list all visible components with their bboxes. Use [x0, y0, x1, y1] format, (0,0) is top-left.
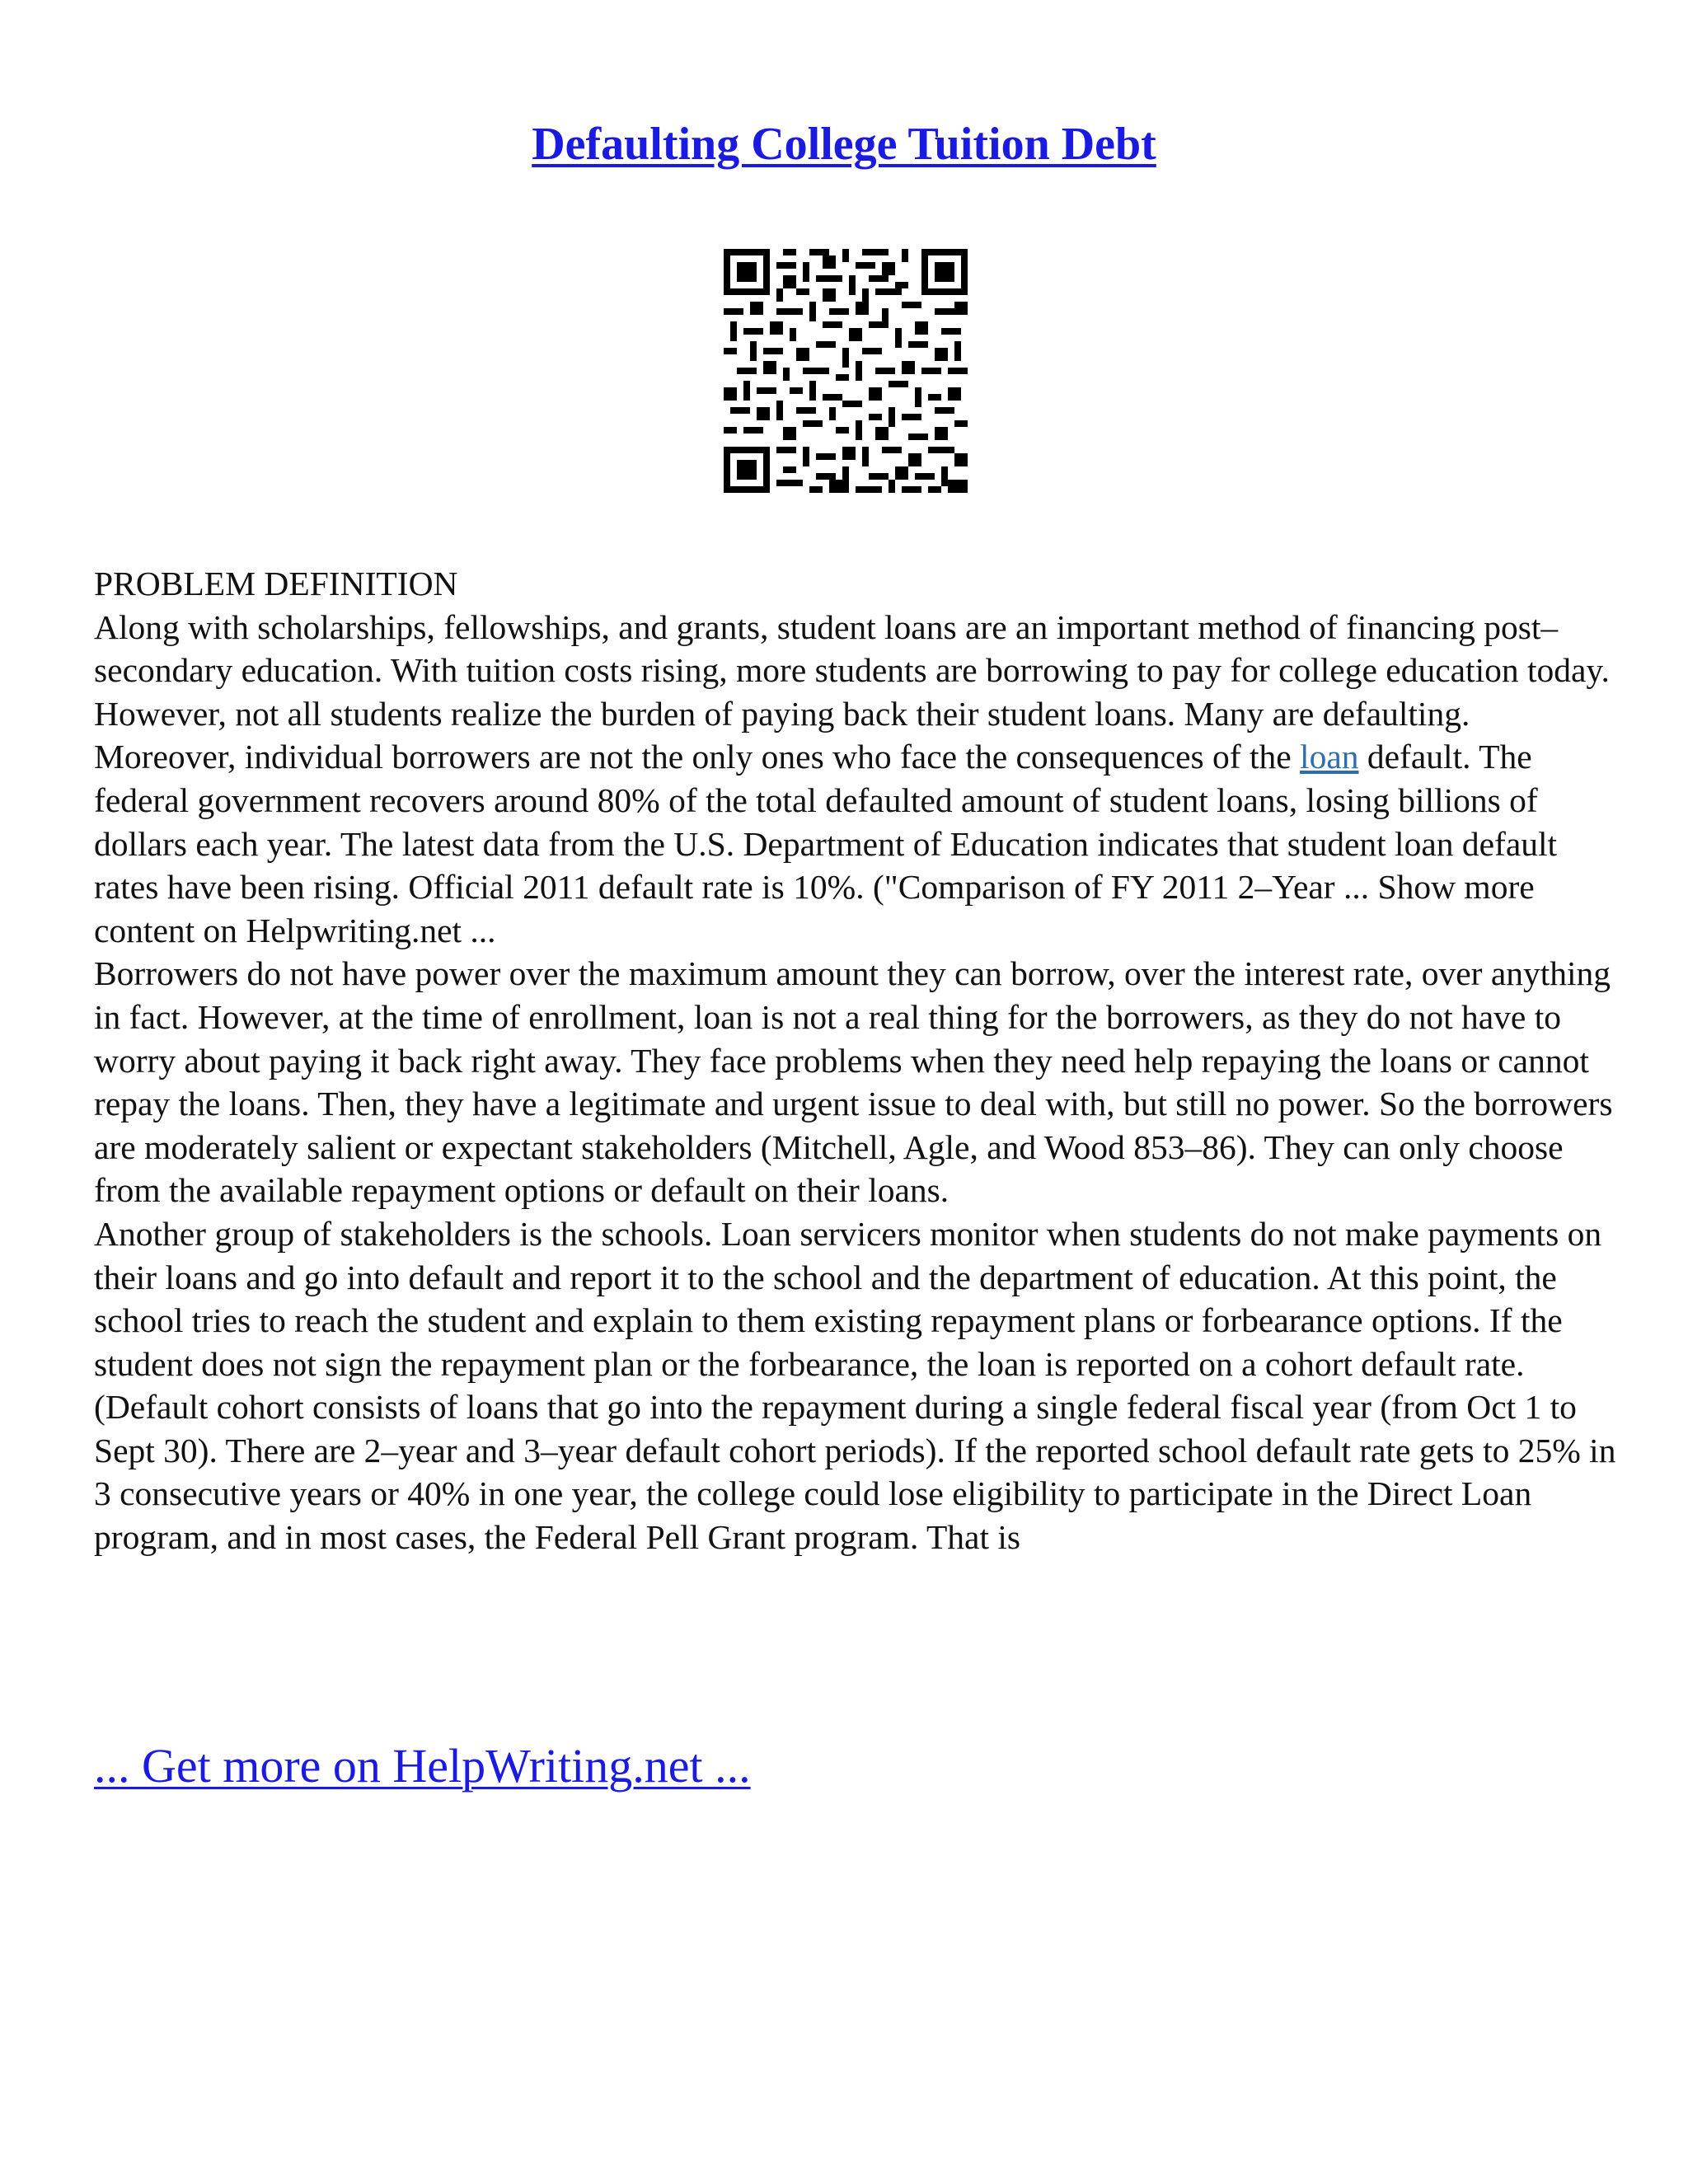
paragraph-2-text-end: default. The federal government recovers around 80% of the total defaulted amount of student loans, losing billions of dollars each year. The latest data from the U.S. Department of Education indicates that student loan default rates have been rising. Official 2011 default rate is 10%. ("Comparison of FY 2011 2–Year ... Show more content on Helpwriting.net ...	[94, 738, 1558, 949]
title-link[interactable]: Defaulting College Tuition Debt	[532, 119, 1156, 170]
qr-code-icon	[724, 249, 968, 493]
paragraph-2-text-start: Moreover, individual borrowers are not the only ones who face the consequences of the	[94, 738, 1301, 776]
page-title	[0, 115, 1688, 173]
get-more-container	[94, 1737, 751, 1795]
get-more-link[interactable]: ... Get more on HelpWriting.net ...	[94, 1739, 751, 1793]
paragraph-1: Along with scholarships, fellowships, and grants, student loans are an important method of financing post–secondary education. With tuition costs rising, more students are borrowing to pay for college education today. However, not all students realize the burden of paying back their student loans. Many are defaulting.	[94, 607, 1610, 733]
paragraph-3: Borrowers do not have power over the maximum amount they can borrow, over the interest rate, over anything in fact. However, at the time of enrollment, loan is not a real thing for the borrowers, as they do not have to worry about paying it back right away. They face problems when they need help repaying the loans or cannot repay the loans. Then, they have a legitimate and urgent issue to deal with, but still no power. So the borrowers are moderately salient or expectant stakeholders (Mitchell, Agle, and Wood 853–86). They can only choose from the available repayment options or default on their loans.	[94, 954, 1613, 1210]
section-heading: PROBLEM DEFINITION	[94, 565, 458, 602]
loan-link[interactable]: loan	[1300, 738, 1359, 776]
paragraph-2	[94, 735, 1619, 952]
paragraph-4: Another group of stakeholders is the schools. Loan servicers monitor when students do not make payments on their loans and go into default and report it to the school and the department of education. At this point, the school tries to reach the student and explain to them existing repayment plans or forbearance options. If the student does not sign the repayment plan or the forbearance, the loan is reported on a cohort default rate. (Default cohort consists of loans that go into the repayment during a single federal fiscal year (from Oct 1 to Sept 30). There are 2–year and 3–year default cohort periods). If the reported school default rate gets to 25% in 3 consecutive years or 40% in one year, the college could lose eligibility to participate in the Direct Loan program, and in most cases, the Federal Pell Grant program. That is	[94, 1214, 1616, 1557]
article-body	[94, 562, 1619, 1559]
